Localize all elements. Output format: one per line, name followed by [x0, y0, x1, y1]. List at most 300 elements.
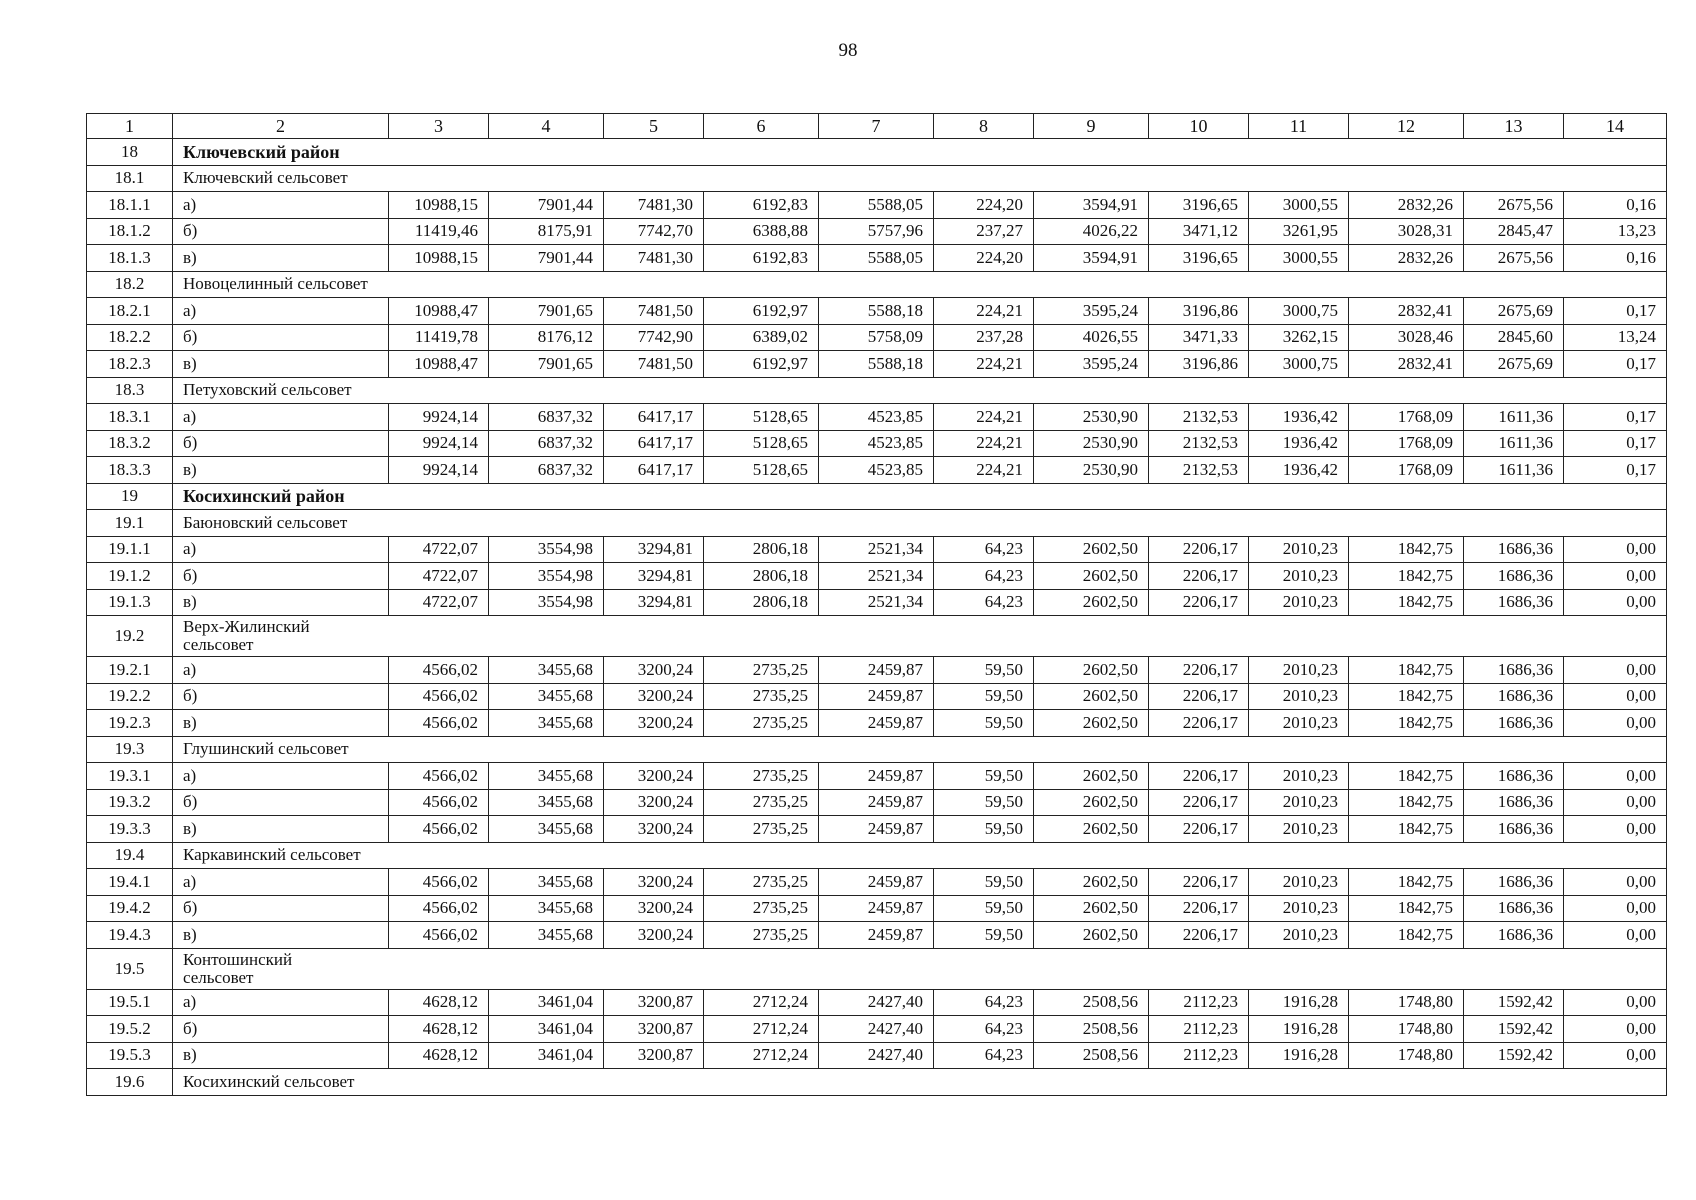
- value-cell: 2735,25: [704, 657, 819, 684]
- district-header-row: [87, 483, 1667, 510]
- table-row: [87, 218, 1667, 245]
- row-option-label: а): [173, 536, 389, 563]
- row-code: 19.5: [87, 948, 173, 989]
- value-cell: 1936,42: [1249, 404, 1349, 431]
- value-cell: 7901,65: [489, 351, 604, 378]
- value-cell: 4566,02: [389, 789, 489, 816]
- value-cell: 59,50: [934, 922, 1034, 949]
- value-cell: 1916,28: [1249, 1016, 1349, 1043]
- row-option-label: а): [173, 989, 389, 1016]
- value-cell: 3455,68: [489, 657, 604, 684]
- value-cell: 2427,40: [819, 1016, 934, 1043]
- value-cell: 11419,46: [389, 218, 489, 245]
- value-cell: 6837,32: [489, 404, 604, 431]
- value-cell: 2508,56: [1034, 1042, 1149, 1069]
- value-cell: 2735,25: [704, 683, 819, 710]
- value-cell: 2602,50: [1034, 763, 1149, 790]
- table-row: [87, 351, 1667, 378]
- value-cell: 1748,80: [1349, 1042, 1464, 1069]
- value-cell: 0,16: [1564, 245, 1667, 272]
- value-cell: 3595,24: [1034, 298, 1149, 325]
- value-cell: 2602,50: [1034, 869, 1149, 896]
- row-code: 19.4.3: [87, 922, 173, 949]
- value-cell: 0,17: [1564, 404, 1667, 431]
- value-cell: 1686,36: [1464, 763, 1564, 790]
- value-cell: 0,00: [1564, 989, 1667, 1016]
- value-cell: 2206,17: [1149, 869, 1249, 896]
- value-cell: 2845,60: [1464, 324, 1564, 351]
- value-cell: 9924,14: [389, 430, 489, 457]
- value-cell: 2735,25: [704, 922, 819, 949]
- value-cell: 3000,55: [1249, 245, 1349, 272]
- value-cell: 3028,31: [1349, 218, 1464, 245]
- row-code: 19.5.3: [87, 1042, 173, 1069]
- value-cell: 3455,68: [489, 710, 604, 737]
- value-cell: 2602,50: [1034, 536, 1149, 563]
- value-cell: 4566,02: [389, 710, 489, 737]
- value-cell: 2206,17: [1149, 763, 1249, 790]
- value-cell: 1842,75: [1349, 710, 1464, 737]
- row-option-label: в): [173, 245, 389, 272]
- value-cell: 7481,30: [604, 192, 704, 219]
- row-code: 19.2.2: [87, 683, 173, 710]
- value-cell: 5588,05: [819, 245, 934, 272]
- value-cell: 10988,47: [389, 351, 489, 378]
- value-cell: 6389,02: [704, 324, 819, 351]
- council-header-row: [87, 377, 1667, 404]
- value-cell: 3455,68: [489, 816, 604, 843]
- value-cell: 1686,36: [1464, 922, 1564, 949]
- value-cell: 4566,02: [389, 922, 489, 949]
- value-cell: 0,17: [1564, 430, 1667, 457]
- value-cell: 2206,17: [1149, 657, 1249, 684]
- value-cell: 2206,17: [1149, 895, 1249, 922]
- table-row: [87, 430, 1667, 457]
- value-cell: 3200,24: [604, 922, 704, 949]
- value-cell: 7742,70: [604, 218, 704, 245]
- row-code: 19.4: [87, 842, 173, 869]
- value-cell: 6417,17: [604, 457, 704, 484]
- value-cell: 3196,65: [1149, 245, 1249, 272]
- row-option-label: а): [173, 869, 389, 896]
- table-body: [87, 114, 1667, 1096]
- value-cell: 1768,09: [1349, 430, 1464, 457]
- value-cell: 3200,24: [604, 763, 704, 790]
- table-row: [87, 789, 1667, 816]
- value-cell: 3200,24: [604, 816, 704, 843]
- value-cell: 1936,42: [1249, 457, 1349, 484]
- value-cell: 64,23: [934, 563, 1034, 590]
- value-cell: 1842,75: [1349, 657, 1464, 684]
- value-cell: 0,00: [1564, 895, 1667, 922]
- value-cell: 0,00: [1564, 816, 1667, 843]
- value-cell: 2112,23: [1149, 989, 1249, 1016]
- value-cell: 2206,17: [1149, 589, 1249, 616]
- row-option-label: б): [173, 218, 389, 245]
- value-cell: 3455,68: [489, 763, 604, 790]
- row-code: 19.3: [87, 736, 173, 763]
- value-cell: 2521,34: [819, 563, 934, 590]
- row-code: 18: [87, 139, 173, 166]
- value-cell: 1842,75: [1349, 895, 1464, 922]
- value-cell: 0,00: [1564, 683, 1667, 710]
- row-code: 19.5.2: [87, 1016, 173, 1043]
- value-cell: 2602,50: [1034, 657, 1149, 684]
- row-code: 19.3.3: [87, 816, 173, 843]
- value-cell: 3200,24: [604, 710, 704, 737]
- value-cell: 1842,75: [1349, 922, 1464, 949]
- council-header-row: [87, 736, 1667, 763]
- value-cell: 3455,68: [489, 683, 604, 710]
- council-header-row: [87, 1069, 1667, 1096]
- value-cell: 5588,05: [819, 192, 934, 219]
- value-cell: 10988,15: [389, 245, 489, 272]
- value-cell: 237,27: [934, 218, 1034, 245]
- value-cell: 2602,50: [1034, 589, 1149, 616]
- value-cell: 59,50: [934, 763, 1034, 790]
- value-cell: 2206,17: [1149, 710, 1249, 737]
- value-cell: 2602,50: [1034, 789, 1149, 816]
- value-cell: 2459,87: [819, 869, 934, 896]
- value-cell: 3294,81: [604, 589, 704, 616]
- value-cell: 3461,04: [489, 989, 604, 1016]
- value-cell: 13,23: [1564, 218, 1667, 245]
- value-cell: 0,00: [1564, 589, 1667, 616]
- column-number: 8: [934, 114, 1034, 139]
- value-cell: 3294,81: [604, 563, 704, 590]
- value-cell: 1916,28: [1249, 1042, 1349, 1069]
- value-cell: 10988,15: [389, 192, 489, 219]
- row-code: 19.1.1: [87, 536, 173, 563]
- value-cell: 1592,42: [1464, 1042, 1564, 1069]
- value-cell: 2735,25: [704, 710, 819, 737]
- value-cell: 2675,56: [1464, 192, 1564, 219]
- value-cell: 5757,96: [819, 218, 934, 245]
- council-name: Петуховский сельсовет: [173, 377, 1667, 404]
- value-cell: 1686,36: [1464, 710, 1564, 737]
- value-cell: 6192,83: [704, 245, 819, 272]
- value-cell: 2206,17: [1149, 789, 1249, 816]
- row-code: 19.2.3: [87, 710, 173, 737]
- value-cell: 3554,98: [489, 589, 604, 616]
- council-name: Каркавинский сельсовет: [173, 842, 1667, 869]
- council-header-row: [87, 271, 1667, 298]
- row-code: 18.1.3: [87, 245, 173, 272]
- value-cell: 59,50: [934, 816, 1034, 843]
- row-code: 18.1: [87, 165, 173, 192]
- value-cell: 1686,36: [1464, 657, 1564, 684]
- value-cell: 3455,68: [489, 869, 604, 896]
- value-cell: 2459,87: [819, 683, 934, 710]
- row-code: 18.3.2: [87, 430, 173, 457]
- value-cell: 1842,75: [1349, 563, 1464, 590]
- value-cell: 2530,90: [1034, 457, 1149, 484]
- value-cell: 9924,14: [389, 457, 489, 484]
- row-option-label: в): [173, 351, 389, 378]
- value-cell: 10988,47: [389, 298, 489, 325]
- value-cell: 1686,36: [1464, 895, 1564, 922]
- value-cell: 2530,90: [1034, 430, 1149, 457]
- value-cell: 5128,65: [704, 404, 819, 431]
- row-code: 19.2.1: [87, 657, 173, 684]
- row-option-label: б): [173, 563, 389, 590]
- council-name: Верх-Жилинский сельсовет: [173, 616, 1667, 657]
- value-cell: 2112,23: [1149, 1042, 1249, 1069]
- value-cell: 1686,36: [1464, 789, 1564, 816]
- council-header-row: [87, 165, 1667, 192]
- value-cell: 4566,02: [389, 763, 489, 790]
- row-code: 18.3.1: [87, 404, 173, 431]
- row-option-label: а): [173, 298, 389, 325]
- column-number-row: [87, 114, 1667, 139]
- value-cell: 1686,36: [1464, 683, 1564, 710]
- value-cell: 2459,87: [819, 657, 934, 684]
- council-name: Новоцелинный сельсовет: [173, 271, 1667, 298]
- row-code: 18.2.1: [87, 298, 173, 325]
- value-cell: 2735,25: [704, 869, 819, 896]
- value-cell: 1916,28: [1249, 989, 1349, 1016]
- value-cell: 0,00: [1564, 657, 1667, 684]
- value-cell: 224,21: [934, 298, 1034, 325]
- column-number: 4: [489, 114, 604, 139]
- value-cell: 1592,42: [1464, 1016, 1564, 1043]
- value-cell: 1842,75: [1349, 869, 1464, 896]
- table-row: [87, 324, 1667, 351]
- council-header-row: [87, 948, 1667, 989]
- table-row: [87, 895, 1667, 922]
- value-cell: 64,23: [934, 536, 1034, 563]
- value-cell: 13,24: [1564, 324, 1667, 351]
- value-cell: 2602,50: [1034, 563, 1149, 590]
- value-cell: 7901,44: [489, 245, 604, 272]
- value-cell: 0,00: [1564, 763, 1667, 790]
- value-cell: 3200,24: [604, 657, 704, 684]
- row-option-label: в): [173, 922, 389, 949]
- value-cell: 4628,12: [389, 1042, 489, 1069]
- value-cell: 11419,78: [389, 324, 489, 351]
- value-cell: 1686,36: [1464, 589, 1564, 616]
- value-cell: 3594,91: [1034, 245, 1149, 272]
- value-cell: 7481,50: [604, 351, 704, 378]
- value-cell: 2427,40: [819, 1042, 934, 1069]
- table-row: [87, 192, 1667, 219]
- value-cell: 6837,32: [489, 457, 604, 484]
- value-cell: 2132,53: [1149, 457, 1249, 484]
- value-cell: 2832,26: [1349, 192, 1464, 219]
- row-code: 19.1.3: [87, 589, 173, 616]
- value-cell: 2735,25: [704, 763, 819, 790]
- value-cell: 3200,87: [604, 989, 704, 1016]
- value-cell: 2459,87: [819, 895, 934, 922]
- value-cell: 3554,98: [489, 536, 604, 563]
- value-cell: 1842,75: [1349, 789, 1464, 816]
- value-cell: 2521,34: [819, 589, 934, 616]
- value-cell: 6417,17: [604, 404, 704, 431]
- value-cell: 2521,34: [819, 536, 934, 563]
- value-cell: 2832,41: [1349, 298, 1464, 325]
- council-name: Глушинский сельсовет: [173, 736, 1667, 763]
- value-cell: 0,00: [1564, 1042, 1667, 1069]
- row-code: 18.3: [87, 377, 173, 404]
- row-option-label: б): [173, 789, 389, 816]
- value-cell: 2602,50: [1034, 895, 1149, 922]
- value-cell: 3471,12: [1149, 218, 1249, 245]
- value-cell: 5588,18: [819, 351, 934, 378]
- value-cell: 0,17: [1564, 457, 1667, 484]
- value-cell: 4722,07: [389, 563, 489, 590]
- value-cell: 64,23: [934, 1016, 1034, 1043]
- table-row: [87, 869, 1667, 896]
- row-code: 18.1.2: [87, 218, 173, 245]
- value-cell: 2735,25: [704, 789, 819, 816]
- row-code: 19.3.1: [87, 763, 173, 790]
- value-cell: 2806,18: [704, 563, 819, 590]
- value-cell: 2010,23: [1249, 563, 1349, 590]
- value-cell: 7742,90: [604, 324, 704, 351]
- value-cell: 3471,33: [1149, 324, 1249, 351]
- value-cell: 59,50: [934, 869, 1034, 896]
- value-cell: 1592,42: [1464, 989, 1564, 1016]
- row-option-label: в): [173, 1042, 389, 1069]
- row-option-label: б): [173, 1016, 389, 1043]
- value-cell: 2602,50: [1034, 816, 1149, 843]
- value-cell: 3200,87: [604, 1016, 704, 1043]
- value-cell: 2427,40: [819, 989, 934, 1016]
- value-cell: 3261,95: [1249, 218, 1349, 245]
- value-cell: 2010,23: [1249, 789, 1349, 816]
- value-cell: 2206,17: [1149, 816, 1249, 843]
- value-cell: 2206,17: [1149, 536, 1249, 563]
- page-number: 98: [838, 40, 858, 61]
- value-cell: 2735,25: [704, 816, 819, 843]
- value-cell: 2832,41: [1349, 351, 1464, 378]
- value-cell: 3455,68: [489, 789, 604, 816]
- value-cell: 1748,80: [1349, 1016, 1464, 1043]
- row-code: 18.3.3: [87, 457, 173, 484]
- value-cell: 2675,69: [1464, 298, 1564, 325]
- value-cell: 0,00: [1564, 789, 1667, 816]
- council-header-row: [87, 616, 1667, 657]
- council-header-row: [87, 510, 1667, 537]
- row-option-label: а): [173, 657, 389, 684]
- value-cell: 0,00: [1564, 563, 1667, 590]
- value-cell: 1686,36: [1464, 869, 1564, 896]
- row-code: 19.2: [87, 616, 173, 657]
- value-cell: 1686,36: [1464, 563, 1564, 590]
- value-cell: 1842,75: [1349, 763, 1464, 790]
- value-cell: 2508,56: [1034, 1016, 1149, 1043]
- row-option-label: в): [173, 710, 389, 737]
- column-number: 7: [819, 114, 934, 139]
- district-name: Ключевский район: [173, 139, 1667, 166]
- value-cell: 3196,65: [1149, 192, 1249, 219]
- value-cell: 7901,65: [489, 298, 604, 325]
- value-cell: 4026,22: [1034, 218, 1149, 245]
- column-number: 13: [1464, 114, 1564, 139]
- value-cell: 1842,75: [1349, 536, 1464, 563]
- row-option-label: б): [173, 683, 389, 710]
- value-cell: 224,20: [934, 245, 1034, 272]
- value-cell: 1768,09: [1349, 457, 1464, 484]
- row-code: 19.4.2: [87, 895, 173, 922]
- value-cell: 4523,85: [819, 430, 934, 457]
- value-cell: 2712,24: [704, 1016, 819, 1043]
- row-code: 19.6: [87, 1069, 173, 1096]
- column-number: 14: [1564, 114, 1667, 139]
- value-cell: 2675,56: [1464, 245, 1564, 272]
- value-cell: 237,28: [934, 324, 1034, 351]
- value-cell: 5588,18: [819, 298, 934, 325]
- value-cell: 2206,17: [1149, 922, 1249, 949]
- value-cell: 8176,12: [489, 324, 604, 351]
- value-cell: 2010,23: [1249, 657, 1349, 684]
- value-cell: 0,17: [1564, 351, 1667, 378]
- value-cell: 2010,23: [1249, 683, 1349, 710]
- value-cell: 59,50: [934, 895, 1034, 922]
- value-cell: 1686,36: [1464, 536, 1564, 563]
- row-code: 19.1.2: [87, 563, 173, 590]
- tariff-table: [86, 113, 1667, 1096]
- value-cell: 2508,56: [1034, 989, 1149, 1016]
- value-cell: 3200,24: [604, 869, 704, 896]
- table-row: [87, 298, 1667, 325]
- value-cell: 0,00: [1564, 869, 1667, 896]
- value-cell: 3594,91: [1034, 192, 1149, 219]
- column-number: 6: [704, 114, 819, 139]
- row-code: 19.5.1: [87, 989, 173, 1016]
- value-cell: 2712,24: [704, 1042, 819, 1069]
- value-cell: 1611,36: [1464, 457, 1564, 484]
- table-row: [87, 404, 1667, 431]
- value-cell: 2806,18: [704, 589, 819, 616]
- value-cell: 3461,04: [489, 1042, 604, 1069]
- value-cell: 2010,23: [1249, 589, 1349, 616]
- value-cell: 2806,18: [704, 536, 819, 563]
- value-cell: 4722,07: [389, 589, 489, 616]
- table-row: [87, 816, 1667, 843]
- table-row: [87, 245, 1667, 272]
- district-name: Косихинский район: [173, 483, 1667, 510]
- value-cell: 1842,75: [1349, 589, 1464, 616]
- value-cell: 2206,17: [1149, 683, 1249, 710]
- council-header-row: [87, 842, 1667, 869]
- value-cell: 1936,42: [1249, 430, 1349, 457]
- value-cell: 4566,02: [389, 657, 489, 684]
- value-cell: 0,17: [1564, 298, 1667, 325]
- table-row: [87, 763, 1667, 790]
- row-code: 19: [87, 483, 173, 510]
- value-cell: 6192,97: [704, 351, 819, 378]
- value-cell: 0,00: [1564, 1016, 1667, 1043]
- value-cell: 3262,15: [1249, 324, 1349, 351]
- column-number: 11: [1249, 114, 1349, 139]
- value-cell: 59,50: [934, 657, 1034, 684]
- row-code: 19.3.2: [87, 789, 173, 816]
- table-row: [87, 922, 1667, 949]
- value-cell: 3196,86: [1149, 351, 1249, 378]
- value-cell: 3595,24: [1034, 351, 1149, 378]
- value-cell: 59,50: [934, 683, 1034, 710]
- value-cell: 2010,23: [1249, 816, 1349, 843]
- row-code: 18.2.3: [87, 351, 173, 378]
- value-cell: 5128,65: [704, 457, 819, 484]
- value-cell: 7481,30: [604, 245, 704, 272]
- value-cell: 1748,80: [1349, 989, 1464, 1016]
- value-cell: 2530,90: [1034, 404, 1149, 431]
- row-code: 19.4.1: [87, 869, 173, 896]
- row-code: 18.2: [87, 271, 173, 298]
- value-cell: 3200,87: [604, 1042, 704, 1069]
